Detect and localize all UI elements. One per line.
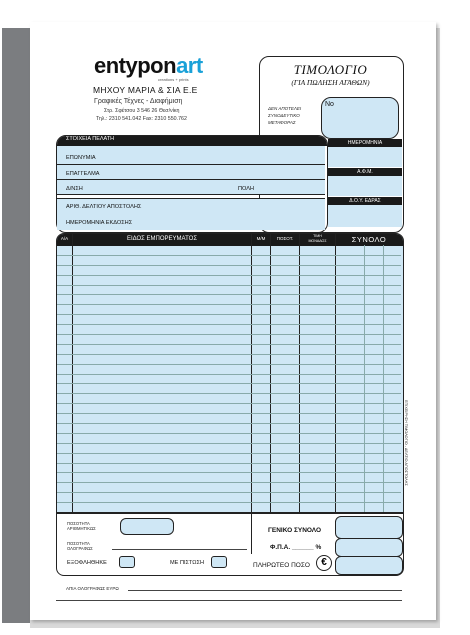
col-header-price-1: ΤΙΜΗ: [313, 234, 322, 238]
note-line-2: ΣΥΝΟΔΕΥΤΙΚΟ: [268, 113, 300, 118]
company-activity: Γραφικές Τέχνες - Διαφήμιση: [94, 98, 183, 105]
table-row-line: [57, 255, 401, 256]
credit-checkbox[interactable]: [211, 556, 227, 568]
customer-address-field[interactable]: [57, 180, 325, 195]
table-row-line: [57, 492, 401, 493]
doy-label: Δ.Ο.Υ. ΕΔΡΑΣ: [349, 198, 381, 204]
footer-divider: [251, 512, 252, 554]
logo-main: entypon: [94, 53, 177, 78]
vat-label: Φ.Π.Α. ______ %: [270, 544, 322, 551]
col-header-item: ΕΙΔΟΣ ΕΜΠΟΡΕΥΜΑΤΟΣ: [126, 236, 198, 242]
issue-date-label: ΗΜΕΡΟΜΗΝΙΑ ΕΚΔΟΣΗΣ: [66, 220, 133, 226]
note-line-3: ΜΕΤΑΦΟΡΑΣ: [268, 120, 296, 125]
customer-section-title: ΣΤΟΙΧΕΙΑ ΠΕΛΑΤΗ: [66, 136, 115, 142]
table-row-line: [57, 383, 401, 384]
col-header-aa: Α/Α: [60, 236, 69, 241]
table-row-line: [57, 344, 401, 345]
logo-accent: art: [176, 53, 203, 78]
table-row-line: [57, 374, 401, 375]
delivery-note-label: ΑΡΙΘ. ΔΕΛΤΙΟΥ ΑΠΟΣΤΟΛΗΣ: [66, 204, 142, 210]
customer-profession-label: ΕΠΑΓΓΕΛΜΑ: [66, 171, 100, 177]
amount-words-label: ΑΠΙΑ ΟΛΟΓΡΑΦΩΣ ΕΥΡΩ: [66, 586, 119, 591]
table-row-line: [57, 413, 401, 414]
col-header-price-2: ΜΟΝΑΔΟΣ: [308, 239, 327, 243]
table-row-line: [57, 324, 401, 325]
table-row-line: [57, 304, 401, 305]
table-row-line: [57, 403, 401, 404]
col-header-unit: Μ/Μ: [256, 236, 266, 241]
credit-label: ΜΕ ΠΙΣΤΩΣΗ: [170, 560, 204, 566]
table-row-line: [57, 334, 401, 335]
grand-total-label: ΓΕΝΙΚΟ ΣΥΝΟΛΟ: [268, 527, 322, 534]
paid-checkbox[interactable]: [119, 556, 135, 568]
table-row-line: [57, 314, 401, 315]
table-row-line: [57, 285, 401, 286]
euro-icon: €: [316, 555, 332, 571]
company-name: ΜΗΧΟΥ ΜΑΡΙΑ & ΣΙΑ Ε.Ε: [93, 85, 198, 95]
customer-city-label: ΠΟΛΗ: [238, 186, 255, 192]
vat-field[interactable]: [335, 538, 403, 557]
customer-name-field[interactable]: [57, 146, 325, 165]
qty-num-label-2: ΑΡΙΘΜΗΤΙΚΩΣ: [67, 526, 96, 531]
col-header-total: ΣΥΝΟΛΟ: [351, 235, 387, 244]
document-subtitle: (ΓΙΑ ΠΩΛΗΣΗ ΑΓΑΘΩΝ): [291, 78, 370, 87]
qty-num-field[interactable]: [120, 518, 174, 535]
table-row-line: [57, 354, 401, 355]
payable-label: ΠΛΗΡΩΤΕΟ ΠΟΣΟ: [253, 562, 310, 569]
table-row-line: [57, 463, 401, 464]
table-row-line: [57, 472, 401, 473]
table-row-line: [57, 482, 401, 483]
table-row-line: [57, 453, 401, 454]
document-title: ΤΙΜΟΛΟΓΙΟ: [293, 62, 368, 77]
note-line-1: ΔΕΝ ΑΠΟΤΕΛΕΙ: [268, 106, 302, 111]
col-header-qty: ΠΟΣΟΤ.: [276, 236, 294, 241]
table-row-line: [57, 364, 401, 365]
qty-words-label-2: ΟΛΟΓΡΑΦΩΣ: [67, 546, 93, 551]
afm-label: Α.Φ.Μ.: [357, 169, 373, 175]
table-row-line: [57, 265, 401, 266]
table-row-line: [57, 443, 401, 444]
date-field[interactable]: [328, 147, 402, 167]
company-address: Στρ. Σφέτσου 3 546 26 Θεσ/νίκη: [104, 108, 180, 114]
date-label: ΗΜΕΡΟΜΗΝΙΑ: [347, 140, 383, 146]
payable-field[interactable]: [335, 556, 403, 575]
qty-words-label-1: ΠΟΣΟΤΗΤΑ: [67, 541, 90, 546]
table-row-line: [57, 275, 401, 276]
bottom-line: [56, 600, 402, 601]
amount-words-line: [128, 590, 402, 591]
grand-total-field[interactable]: [335, 516, 403, 539]
customer-name-label: ΕΠΩΝΥΜΙΑ: [66, 155, 96, 161]
table-row-line: [57, 502, 401, 503]
qty-num-label-1: ΠΟΣΟΤΗΤΑ: [67, 521, 90, 526]
customer-address-label: Δ/ΝΣΗ: [66, 186, 83, 192]
table-row-line: [57, 294, 401, 295]
number-label: No: [325, 101, 334, 108]
company-logo: [94, 55, 203, 77]
afm-field[interactable]: [328, 176, 402, 196]
table-row-line: [57, 393, 401, 394]
qty-words-line: [112, 549, 247, 550]
doy-field[interactable]: [328, 205, 402, 227]
company-phones: Τηλ.: 2310 541.042 Fax: 2310 550.762: [96, 116, 187, 122]
table-row-line: [57, 433, 401, 434]
side-text: ΕΠΙΧΕΙΡΗΣΗ ΤΙΜΟΛΟΓΙΟ - ΔΕΛΤΙΟ ΑΠΟΣΤΟΛΗΣ: [404, 400, 408, 486]
table-row-line: [57, 423, 401, 424]
logo-tagline: creations + prints: [158, 77, 189, 82]
paid-label: ΕΞΟΦΛΗΘΗΚΕ: [67, 560, 107, 566]
